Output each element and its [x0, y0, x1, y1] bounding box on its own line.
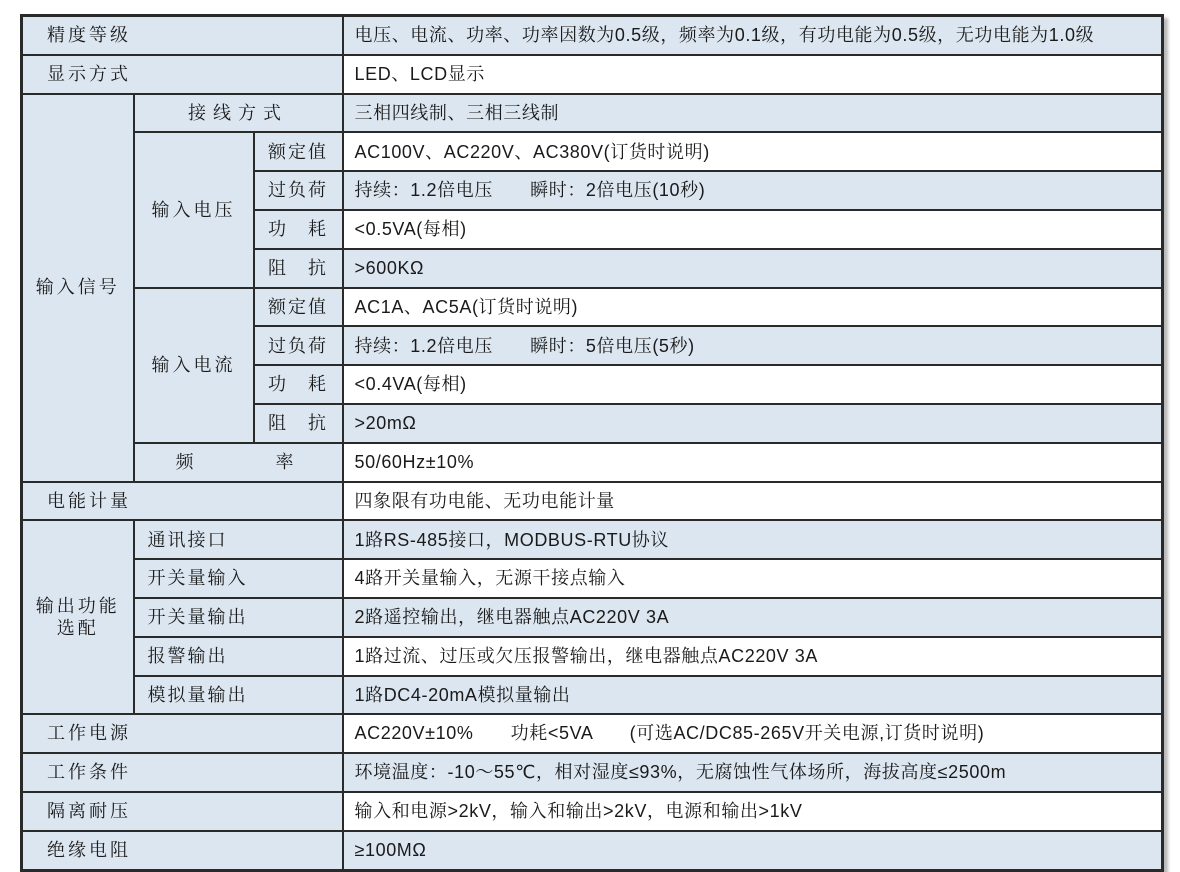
value-energy-metering: 四象限有功电能、无功电能计量 [343, 482, 1163, 521]
label-voltage-rated-value: 额定值 [254, 132, 343, 171]
label-wiring-mode: 接线方式 [134, 94, 343, 133]
table-row [22, 598, 1163, 637]
label-alarm-output: 报警输出 [134, 637, 343, 676]
label-analog-output: 模拟量输出 [134, 676, 343, 715]
label-voltage-impedance: 阻 抗 [254, 249, 343, 288]
value-isolation-withstand-voltage: 输入和电源>2kV，输入和输出>2kV，电源和输出>1kV [343, 792, 1163, 831]
value-voltage-power-consumption: <0.5VA(每相) [343, 210, 1163, 249]
label-accuracy-class: 精度等级 [22, 16, 343, 55]
label-power-supply: 工作电源 [22, 714, 343, 753]
label-voltage-overload: 过负荷 [254, 171, 343, 210]
value-voltage-impedance: >600KΩ [343, 249, 1163, 288]
table-row [22, 16, 1163, 55]
value-accuracy-class: 电压、电流、功率、功率因数为0.5级，频率为0.1级，有功电能为0.5级，无功电能为1.0级 [343, 16, 1163, 55]
group-label-input-signal: 输入信号 [22, 94, 134, 482]
label-current-impedance: 阻 抗 [254, 404, 343, 443]
table-row [22, 637, 1163, 676]
value-frequency: 50/60Hz±10% [343, 443, 1163, 482]
table-row [22, 482, 1163, 521]
value-current-overload: 持续：1.2倍电压 瞬时：5倍电压(5秒) [343, 326, 1163, 365]
value-digital-input: 4路开关量输入，无源干接点输入 [343, 559, 1163, 598]
spec-table [20, 14, 1164, 872]
table-row [22, 559, 1163, 598]
value-alarm-output: 1路过流、过压或欠压报警输出，继电器触点AC220V 3A [343, 637, 1163, 676]
group-label-line2: 选配 [56, 618, 99, 639]
value-voltage-rated-value: AC100V、AC220V、AC380V(订货时说明) [343, 132, 1163, 171]
value-voltage-overload: 持续：1.2倍电压 瞬时：2倍电压(10秒) [343, 171, 1163, 210]
value-wiring-mode: 三相四线制、三相三线制 [343, 94, 1163, 133]
label-current-rated-value: 额定值 [254, 288, 343, 327]
value-current-rated-value: AC1A、AC5A(订货时说明) [343, 288, 1163, 327]
value-power-supply: AC220V±10% 功耗<5VA (可选AC/DC85-265V开关电源,订货时说明) [343, 714, 1163, 753]
label-current-overload: 过负荷 [254, 326, 343, 365]
table-row [22, 55, 1163, 94]
table-row [22, 714, 1163, 753]
table-row [22, 288, 1163, 327]
table-row [22, 443, 1163, 482]
value-current-impedance: >20mΩ [343, 404, 1163, 443]
value-insulation-resistance: ≥100MΩ [343, 831, 1163, 870]
table-row [22, 792, 1163, 831]
group-label-input-current: 输入电流 [134, 288, 254, 443]
label-frequency: 频 率 [134, 443, 343, 482]
group-label-line1: 输出功能 [35, 595, 120, 616]
table-row [22, 132, 1163, 171]
label-comm-interface: 通讯接口 [134, 520, 343, 559]
table-row [22, 520, 1163, 559]
label-isolation-withstand-voltage: 隔离耐压 [22, 792, 343, 831]
label-digital-output: 开关量输出 [134, 598, 343, 637]
label-digital-input: 开关量输入 [134, 559, 343, 598]
label-display-mode: 显示方式 [22, 55, 343, 94]
group-label-input-voltage: 输入电压 [134, 132, 254, 287]
group-label-output-function-options [22, 520, 134, 714]
table-row [22, 753, 1163, 792]
label-insulation-resistance: 绝缘电阻 [22, 831, 343, 870]
value-display-mode: LED、LCD显示 [343, 55, 1163, 94]
table-row [22, 94, 1163, 133]
value-current-power-consumption: <0.4VA(每相) [343, 365, 1163, 404]
value-working-conditions: 环境温度：-10～55℃，相对湿度≤93%，无腐蚀性气体场所，海拔高度≤2500m [343, 753, 1163, 792]
table-row [22, 676, 1163, 715]
label-voltage-power-consumption: 功 耗 [254, 210, 343, 249]
table-row [22, 831, 1163, 870]
value-comm-interface: 1路RS-485接口，MODBUS-RTU协议 [343, 520, 1163, 559]
value-digital-output: 2路遥控输出，继电器触点AC220V 3A [343, 598, 1163, 637]
label-energy-metering: 电能计量 [22, 482, 343, 521]
value-analog-output: 1路DC4-20mA模拟量输出 [343, 676, 1163, 715]
label-working-conditions: 工作条件 [22, 753, 343, 792]
label-current-power-consumption: 功 耗 [254, 365, 343, 404]
